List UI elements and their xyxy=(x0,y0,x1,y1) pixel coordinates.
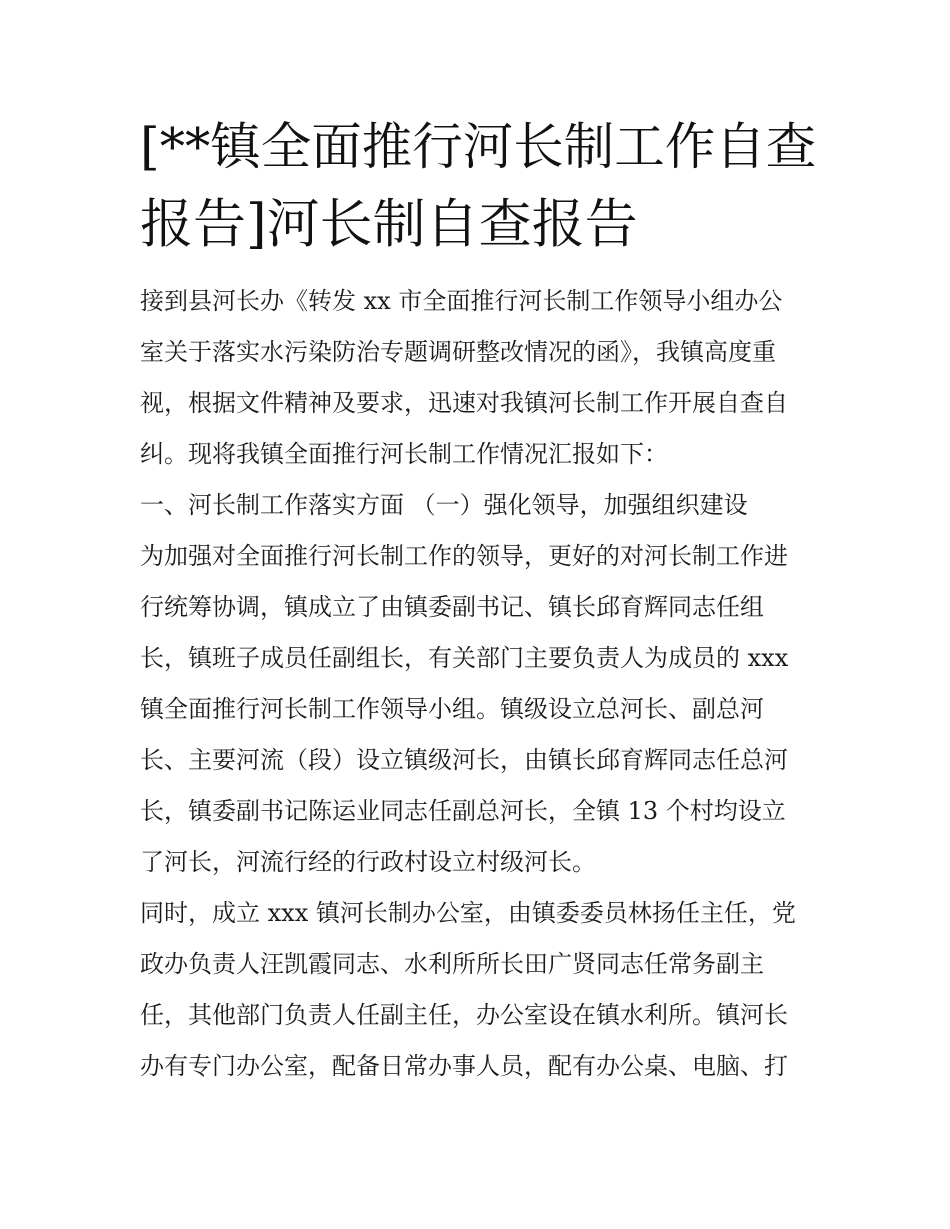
section-heading-line: 一、河长制工作落实方面 （一）强化领导，加强组织建设 xyxy=(140,491,748,519)
body-line: 办有专门办公室，配备日常办事人员，配有办公桌、电脑、打 xyxy=(140,1052,788,1080)
title-line-2: 报告]河长制自查报告 xyxy=(140,194,638,255)
body-line: 任，其他部门负责人任副主任，办公室设在镇水利所。镇河长 xyxy=(140,1001,788,1029)
body-line: 视，根据文件精神及要求，迅速对我镇河长制工作开展自查自 xyxy=(140,389,788,417)
body-line: 了河长，河流行经的行政村设立村级河长。 xyxy=(140,848,596,876)
title-line-1: [**镇全面推行河长制工作自查 xyxy=(140,117,817,176)
body-line: 接到县河长办《转发 xx 市全面推行河长制工作领导小组办公 xyxy=(140,287,783,315)
body-line: 纠。现将我镇全面推行河长制工作情况汇报如下： xyxy=(140,440,668,468)
body-line: 同时，成立 xxx 镇河长制办公室，由镇委委员林扬任主任，党 xyxy=(140,899,796,927)
body-line: 镇全面推行河长制工作领导小组。镇级设立总河长、副总河 xyxy=(140,695,764,723)
body-line: 政办负责人汪凯霞同志、水利所所长田广贤同志任常务副主 xyxy=(140,950,764,978)
document-body xyxy=(140,276,820,1092)
document-title xyxy=(140,108,820,264)
body-line: 长、主要河流（段）设立镇级河长，由镇长邱育辉同志任总河 xyxy=(140,746,788,774)
body-line: 行统筹协调，镇成立了由镇委副书记、镇长邱育辉同志任组 xyxy=(140,593,764,621)
body-line: 室关于落实水污染防治专题调研整改情况的函》，我镇高度重 xyxy=(140,338,776,366)
body-line: 长，镇委副书记陈运业同志任副总河长，全镇 13 个村均设立 xyxy=(140,797,786,825)
body-line: 长，镇班子成员任副组长，有关部门主要负责人为成员的 xxx xyxy=(140,644,789,672)
body-line: 为加强对全面推行河长制工作的领导，更好的对河长制工作进 xyxy=(140,542,788,570)
